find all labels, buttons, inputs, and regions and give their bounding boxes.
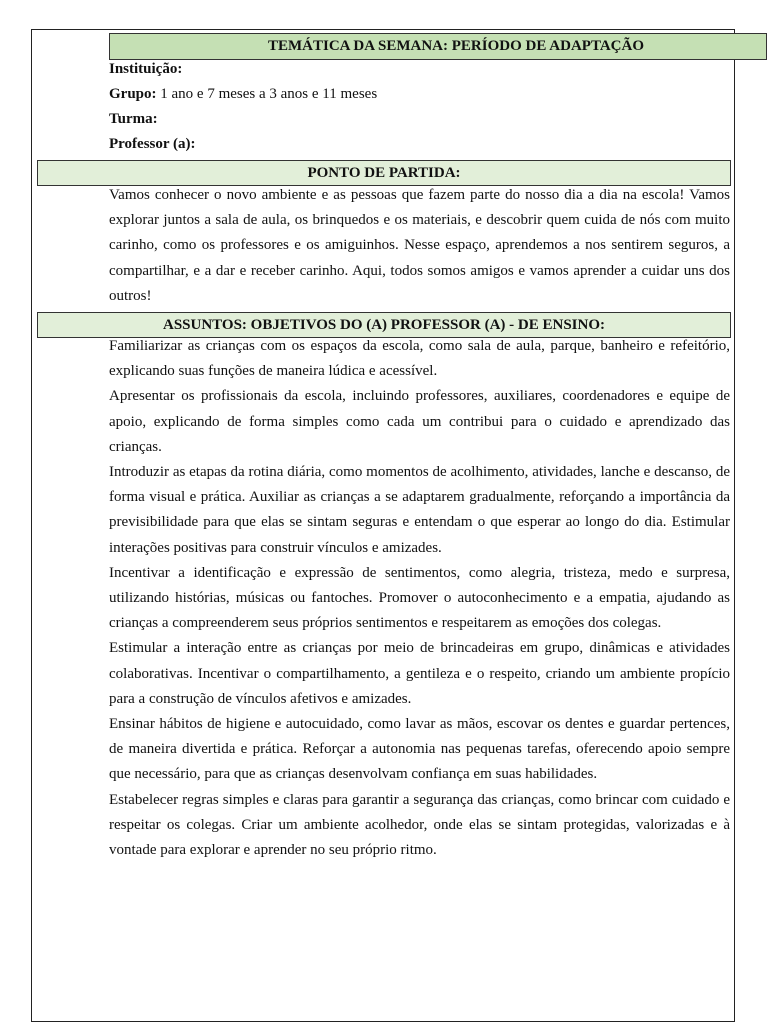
objective-paragraph: Estabelecer regras simples e claras para garantir a segurança das crianças, como brincar com cuidado e respeitar os colegas. Criar um ambiente acolhedor, onde elas se sintam protegidas, valorizadas e à vontade para explorar e aprender no seu próprio ritmo.: [109, 791, 730, 859]
field-turma: [109, 109, 158, 129]
objective-paragraph: Estimular a interação entre as crianças por meio de brincadeiras em grupo, dinâmicas e atividades colaborativas. Incentivar o compartilhamento, a gentileza e o respeito, criando um ambiente propício para a construção de vínculos afetivos e amizades.: [109, 640, 730, 707]
ponto-de-partida-heading: PONTO DE PARTIDA:: [37, 160, 731, 186]
objectives-list: [109, 334, 730, 863]
grupo-value: 1 ano e 7 meses a 3 anos e 11 meses: [156, 86, 378, 102]
field-professor: [109, 134, 196, 154]
assuntos-heading: ASSUNTOS: OBJETIVOS DO (A) PROFESSOR (A) - DE ENSINO:: [37, 312, 731, 338]
objective-paragraph: Introduzir as etapas da rotina diária, como momentos de acolhimento, atividades, lanche e descanso, de forma visual e prática. Auxiliar as crianças a se adaptarem gradualmente, reforçando a importância da previsibilidade para que elas se sintam seguras e entendam o que esperar ao longo do dia. Estimular interações positivas para construir vínculos e amizades.: [109, 464, 730, 556]
objective-paragraph: Incentivar a identificação e expressão de sentimentos, como alegria, tristeza, medo e surpresa, utilizando histórias, músicas ou fantoches. Promover o autoconhecimento e a empatia, ajudando as crianças a compreenderem seus próprios sentimentos e respeitarem as emoções dos colegas.: [109, 564, 730, 632]
page-title: TEMÁTICA DA SEMANA: PERÍODO DE ADAPTAÇÃO: [268, 37, 644, 54]
objective-paragraph: Familiarizar as crianças com os espaços da escola, como sala de aula, parque, banheiro e refeitório, explicando suas funções de maneira lúdica e acessível.: [109, 338, 730, 380]
field-grupo: [109, 84, 377, 104]
field-instituicao: [109, 59, 182, 79]
professor-label: Professor (a):: [109, 136, 196, 152]
ponto-de-partida-text: Vamos conhecer o novo ambiente e as pessoas que fazem parte do nosso dia a dia na escola! Vamos explorar juntos a sala de aula, os brinquedos e os materiais, e descobrir quem cuida de nós com muito carinho, como os professores e os amiguinhos. Nesse espaço, aprendemos a nos sentirem seguros, a compartilhar, e a dar e receber carinho. Aqui, todos somos amigos e vamos aprender a cuidar uns dos outros!: [109, 187, 730, 304]
objective-paragraph: Apresentar os profissionais da escola, incluindo professores, auxiliares, coordenadores e equipe de apoio, explicando de forma simples como cada um contribui para o cuidado e aprendizado das crianças.: [109, 388, 730, 455]
instituicao-label: Instituição:: [109, 61, 183, 77]
objective-paragraph: Ensinar hábitos de higiene e autocuidado, como lavar as mãos, escovar os dentes e guardar pertences, de maneira divertida e prática. Reforçar a autonomia nas pequenas tarefas, oferecendo apoio sempre que necessário, para que as crianças desenvolvam confiança em suas habilidades.: [109, 716, 730, 783]
turma-label: Turma:: [109, 111, 158, 127]
grupo-label: Grupo:: [109, 86, 157, 102]
